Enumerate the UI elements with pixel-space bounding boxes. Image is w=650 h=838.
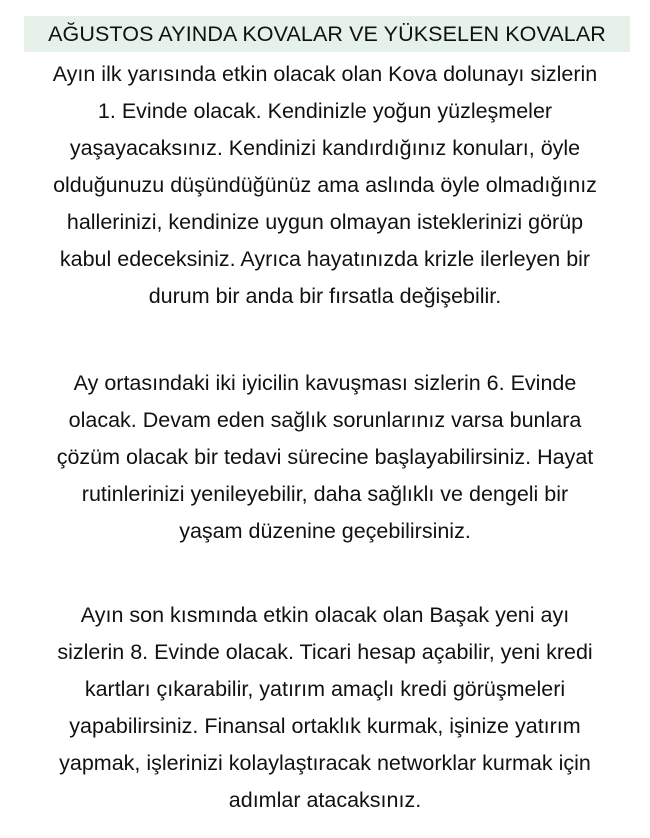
paragraph-line: olduğunuzu düşündüğünüz ama aslında öyle olmadığınız [53,173,597,197]
paragraph-line: rutinlerinizi yenileyebilir, daha sağlıklı ve dengeli bir [81,482,569,506]
paragraph-line: durum bir anda bir fırsatla değişebilir. [148,284,502,308]
paragraph-line: 1. Evinde olacak. Kendinizle yoğun yüzleşmeler [97,99,553,123]
paragraph-line: çözüm olacak bir tedavi sürecine başlayabilirsiniz. Hayat [56,445,594,469]
paragraph-mid-month [0,365,650,550]
paragraph-first-half [0,56,650,315]
paragraph-line: kartları çıkarabilir, yatırım amaçlı kredi görüşmeleri [84,677,566,701]
paragraph-line: hallerinizi, kendinize uygun olmayan isteklerinizi görüp [66,210,584,234]
paragraph-line: yapabilirsiniz. Finansal ortaklık kurmak, işinize yatırım [69,714,581,738]
paragraph-line: yaşayacaksınız. Kendinizi kandırdığınız konuları, öyle [69,136,581,160]
paragraph-line: kabul edeceksiniz. Ayrıca hayatınızda krizle ilerleyen bir [59,247,591,271]
paragraph-line: adımlar atacaksınız. [228,788,422,812]
title-bar [24,16,630,52]
paragraph-line: olacak. Devam eden sağlık sorunlarınız varsa bunlara [68,408,582,432]
paragraph-line: sizlerin 8. Evinde olacak. Ticari hesap açabilir, yeni kredi [57,640,593,664]
paragraph-line: yaşam düzenine geçebilirsiniz. [179,519,471,543]
paragraph-last-part [0,597,650,819]
paragraph-line: Ayın son kısmında etkin olacak olan Başak yeni ayı [80,603,570,627]
article-title: AĞUSTOS AYINDA KOVALAR VE YÜKSELEN KOVALAR [48,21,606,46]
paragraph-line: Ay ortasındaki iki iyicilin kavuşması sizlerin 6. Evinde [73,371,577,395]
paragraph-line: yapmak, işlerinizi kolaylaştıracak networklar kurmak için [59,751,591,775]
paragraph-line: Ayın ilk yarısında etkin olacak olan Kova dolunayı sizlerin [52,62,598,86]
